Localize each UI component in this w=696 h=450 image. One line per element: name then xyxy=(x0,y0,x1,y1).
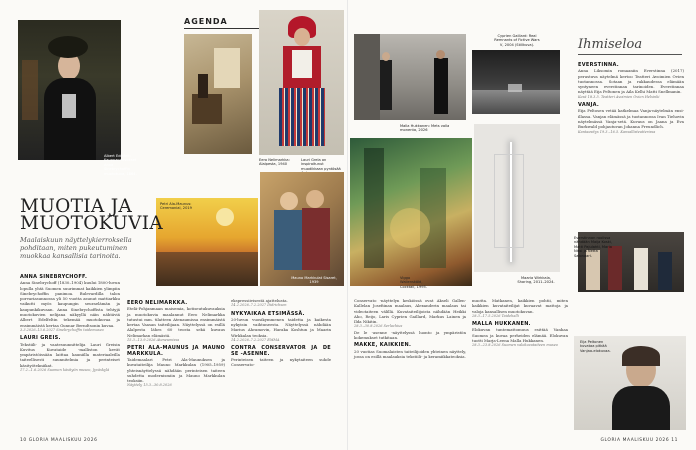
article-text: 20 vuotias Suomalaisten taiteilijoiden yhteinen näyttely, jossa on esillä maalauksia tekstiili- ja keramiikkateoksia. xyxy=(354,348,466,359)
right-page xyxy=(348,0,696,450)
caption-nelimarkka: Eero Nelimarkka: Alalpesta, 1940 xyxy=(259,158,290,167)
caption-wallenskold: Viggo Wallensköld, Cocktail, 1995. xyxy=(400,276,427,289)
figure-painting xyxy=(260,172,344,286)
video-still xyxy=(472,50,560,114)
article-heading: ANNA SINEBRYCHOFF. xyxy=(20,274,88,280)
article-text: ekspressiivisestä ajattelusta. xyxy=(231,298,288,303)
section-title: Ihmiseloa xyxy=(578,37,643,52)
caption-peltonen: Eija Peltonen kuvataa pitkää Vanjaa-elokuvaa. xyxy=(580,340,611,353)
left-column-2 xyxy=(127,298,225,389)
article-text: Anna Liksomin romaaniin Everstinna (2017) perustuva näytelmä kertoo Teatteri Avoimien Ovien tuotannossa. Sotaan ja rakkaudessa elämään syntyneen everstinnan tarinoiden. Everstinnaa näyttää Eija Peltonen ja Aila Kelhi Matti Snellmanin. xyxy=(578,68,684,95)
portrait-image xyxy=(18,20,121,160)
article-text: Tekstiili- ja vaatesuunnittelija Lauri Greisin Kuvitus Kuvataide -malliston kevät ympäristöissään laittaa kauniilla materiaaleilla taiteellisesti suunnitelmia ja perinteiset käsityötekniikat. xyxy=(20,341,120,368)
article-text: Anna Sinebrychoff (1830–1904) kuului 1800-luvun lopulla yhtä Suomen suurimmat kaikkien ylimpiin Sinebrychoffin panimoa. Bulevardilla talon porvariasunnossa yli 50 vuotta asunut mattiarkku vaikutti myös kaupungin seuraelämän ja kaupunkikuvaan. Anna Sinebrychoffista tehtyjä muotokuvien nelijana näkyyllä näin nähtäviä Albert Edelfeltin tekemää muotokuvaa ja ensimmäistä kertaa Gunnar Berndtsonin kuvaa. xyxy=(20,280,120,328)
caption-portrait: Albert Edelfelt: Kauppaneuvokset Anna Sinebrychoffin muotokuva, 1864. xyxy=(104,154,137,176)
article-text: Eija Peltosen vetää katkelmaa Vanja-näytelmän ensi-illassa. Vanjan elämässä ja tuotannossa Ivan Tiehovin näytelmässä Vanja-setä. Kuvaus on Jaana ja Eva Burkwald pohjautuvan Johanna Freundlich. xyxy=(578,108,684,130)
article-source: 3.3.2026–13.6.2027 Sinebrychoffin taidemuseo xyxy=(20,327,104,332)
article-heading: MALLA HUKKANEN. xyxy=(472,321,531,328)
article-source: 14.2.2026–7.2.2027 Didrichsen xyxy=(231,303,287,308)
caption-ala-maunus: Petri Ala-Maunus: Ceremonial, 2019 xyxy=(160,202,192,211)
left-column-3 xyxy=(231,298,331,368)
article-source: Kantaesitys 19.3.–16.5. Kansallisteatterissa xyxy=(578,129,656,134)
article-heading: PETRI ALA-MAUNUS JA MAUNO MARKKULA. xyxy=(127,345,225,357)
caption-everstinna: Everstinnan roolissa nähdään Maija Koski, Matti Pajulahti, Maria Nissi ja Netta Salonaari. xyxy=(574,236,612,258)
article-text: Perinteisen taiteen ja nykytaiteen suhde Conservato- xyxy=(231,356,331,368)
article-heading: LAURI GREIS. xyxy=(20,335,61,342)
article-source: 28.3.–17.5.2026 Taidehalli xyxy=(472,313,519,318)
article-source: 28.3.–30.8.2026 Serlachius xyxy=(354,324,403,329)
article-source: 15.3.–13.9.2026 Ateneumissa xyxy=(127,338,180,343)
feature-subtitle: Maalaiskuun näyttelykierroksella pohditaan, miten pukeutuminen muokkaa kansallisia tarinoita. xyxy=(20,236,132,260)
article-heading: NYKYAIKAA ETSIMÄSSÄ. xyxy=(231,310,305,317)
article-heading: EVERSTINNA. xyxy=(578,62,619,68)
forest-painting xyxy=(350,138,472,286)
article-text: muotta. Matkanen, kaikkien pohtii, miten kaikkien kuvataiteilijat kuvaavat mattoja ja valoja kansallisen muotokuvan. xyxy=(472,298,568,314)
article-text: Etelä-Pohjanmaan maisemia, kotiseutukuvauksia ja muotokuvia maalannut Eero Nelimarkka tutustui mm. tilatteen Atenaumissa ensimmäistä kertaa Vaasan taiteilijaan. Näyttelyssä on esillä Alalpesta lähes 60 teosta sekä kuvaus Nelimarkan elämästä. xyxy=(127,306,225,338)
caption-hukkanen: Malla Hukkanen: Mets valla monenta, 2026 xyxy=(400,124,450,133)
left-column-1 xyxy=(20,272,120,373)
street-photo xyxy=(354,34,466,120)
caption-markkula: Mauno Markkulat Sisaret, 1939 xyxy=(291,276,337,285)
article-source: Näyttely 15.3.–30.8.2026 xyxy=(127,383,172,388)
article-heading: VANJA. xyxy=(578,102,600,109)
caption-wirkkala: Maaria Wirkkala, Sharing, 2011–2024. xyxy=(517,276,555,285)
article-text: Elokuvan tuntemattomuus esittää Vanhaa Suomea ja kuvaa perheiden elämää. Elokuvan tuotti Marja-Leena Malla Hukkanen. xyxy=(472,327,568,344)
section-rule xyxy=(578,54,682,55)
article-text: 20-luvun vuosikymmenen taidetta ja kaikesta nykyisin vaihtuneesta. Näyttelyssä nähdään Marius Ahramovin, Haraka Koshtun ja Maarin Wirkkalan teoksia. xyxy=(231,316,331,338)
article-text: De le -asenne -näyttelyssä luonto ja ympäristön kokemukset tutkitaan. xyxy=(354,329,466,341)
light-installation xyxy=(474,124,560,272)
interior-painting xyxy=(184,34,252,154)
page-folio-left: 10 GLORIA MAALISKUU 2026 xyxy=(20,438,98,443)
caption-gaillard: Cyprien Gaillard: Real Remnants of Fictive Wars V, 2004 (Stillkuva). xyxy=(494,34,540,47)
right-column-3 xyxy=(578,60,684,135)
article-text: Conservato -näyttelyn keskiössä ovat Akseli Gallen-Kallelan Josefiinan maalaus, Alexanderin maalaus tai videotaiteen välillä. Kuvataiteilijoista nähdään Heikki Aho, Reijo, Laris Cyprien Gaillard, Markus Lainen ja Ilda Nikitin. xyxy=(354,298,466,325)
page-folio-right: GLORIA MAALISKUU 2026 11 xyxy=(600,438,678,443)
agenda-heading: AGENDA xyxy=(184,17,228,26)
right-column-1 xyxy=(354,298,466,359)
article-text: Taidemaalari Petri Ala-Maunuksen ja kuvataiteilija Mauno Markkulan (1905–1959) yhteisnäyttelyssä nähdään perinteisen taiteen suhdetta modernismiin ja Mauno Markkulan teoksiin. xyxy=(127,356,225,384)
article-heading: CONTRA CONSERVATOR JA DE SE -ASENNE. xyxy=(231,345,331,357)
caption-grela: Lauri Grela on inspiroitunut muodikkaan pyntösää xyxy=(301,158,341,171)
article-source: 28.3.–23.8.2026 Suomen valokuvataiteen museo xyxy=(472,343,558,348)
article-source: 17.2.–1.6.2026 Suomen käsityön museo, Jyväskylä xyxy=(20,368,110,373)
article-heading: MAKKE, KAIKKIEN. xyxy=(354,342,412,349)
landscape-painting xyxy=(156,198,258,286)
right-column-2 xyxy=(472,298,568,349)
article-heading: EERO NELIMARKKA. xyxy=(127,300,188,306)
article-source: 14.2.2026–7.2.2027 EMMA xyxy=(231,338,280,343)
costume-photo xyxy=(259,10,344,155)
feature-title: MUOTIA JA MUOTOKUVIA xyxy=(20,196,163,234)
article-source: Kesä 18.3.5. Teatteri Avoimien Ovien Helsinki xyxy=(578,94,660,99)
